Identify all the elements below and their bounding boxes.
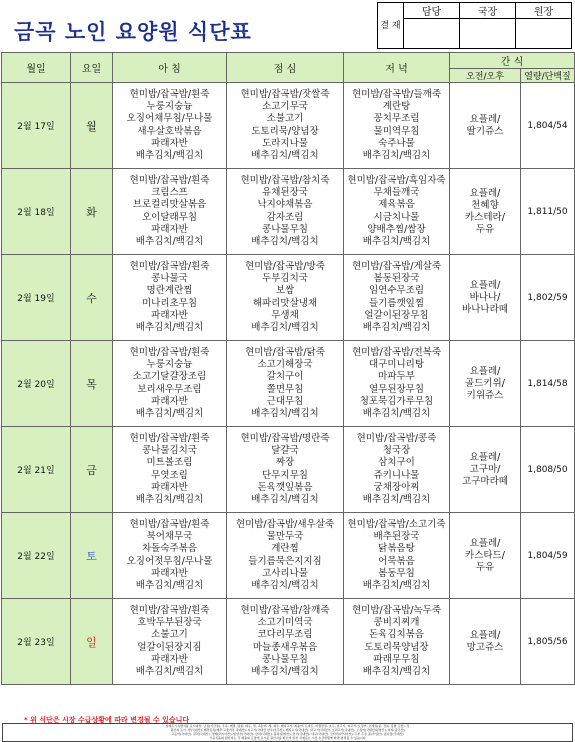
dinner-cell	[344, 599, 450, 685]
menu-item: 콩비지찌개	[373, 617, 420, 629]
menu-item: 닭볶음탕	[378, 543, 415, 555]
approval-sign-director	[460, 19, 516, 49]
lunch-cell	[227, 341, 344, 427]
menu-item: 해파리맛살냉채	[252, 297, 318, 309]
menu-item: 파래자반	[151, 653, 188, 665]
menu-item: 유채된장국	[262, 187, 308, 199]
menu-item: 돈육김치볶음	[368, 629, 425, 641]
menu-item: 얼갈이된장무침	[364, 309, 429, 321]
date-cell: 2월 22일	[2, 513, 71, 599]
menu-item: 파래자반	[151, 481, 188, 493]
menu-item: 근대무침	[266, 395, 304, 407]
snack-item: 요플레/	[469, 629, 501, 641]
snack-cell	[450, 83, 521, 169]
menu-item: 소불고기	[266, 113, 304, 125]
menu-item: 현미밥/잡곡밥/게살죽	[352, 261, 441, 273]
snack-item: 카스테라/	[465, 211, 505, 223]
menu-item: 배추김치/백김치	[362, 321, 431, 333]
date-cell: 2월 21일	[2, 427, 71, 513]
menu-item: 어묵볶음	[378, 555, 415, 567]
menu-item: 배추김치/백김치	[135, 665, 204, 677]
weekday-cell: 금	[71, 427, 113, 513]
menu-item: 미나리초무침	[141, 297, 198, 309]
menu-item: 달걀국	[271, 445, 299, 457]
menu-item: 배추김치/백김치	[135, 579, 204, 591]
allergy-line: 고등어(국내산), 갈치(국내산), 명태(러시아산), 임연수(국내산), 삼치(국내산), 꽁치(원양산), 조기(국내산), 대구(국내산), 코다리(러시아산), 두부·두유 콩(수입산), 콩나물(국내산)	[171, 732, 404, 736]
snack-item: 요플레/	[469, 365, 501, 377]
menu-item: 배추김치/백김치	[135, 321, 204, 333]
menu-item: 배추김치/백김치	[362, 149, 431, 161]
menu-item: 파래자반	[151, 309, 188, 321]
allergy-line: 원산지 표시: 쌀(국내산), 배추김치(배추·고춧가루 국내산), 쇠고기(국내산 한우/호주산), 돼지고기(국내산), 닭고기(국내산), 오리고기(국내산), 오징어(국내산/원양산), 낙지(중국산)	[170, 728, 405, 732]
weekday-cell: 목	[71, 341, 113, 427]
menu-item: 배추김치/백김치	[362, 235, 431, 247]
menu-item: 파래자반	[151, 137, 188, 149]
menu-item: 누룽지숭늉	[146, 359, 193, 371]
snack-cell	[450, 169, 521, 255]
menu-item: 현미밥/잡곡밥/새우살죽	[235, 519, 335, 531]
table-row	[2, 427, 575, 513]
table-row	[2, 599, 575, 685]
dinner-cell	[344, 513, 450, 599]
menu-item: 현미밥/잡곡밥/전복죽	[352, 347, 441, 359]
snack-cell	[450, 255, 521, 341]
weekday-cell: 일	[71, 599, 113, 685]
approval-sign-staff	[404, 19, 460, 49]
kcal-cell: 1,811/50	[521, 169, 575, 255]
menu-item: 도토리묵/양념장	[251, 125, 319, 137]
menu-item: 콩나물무침	[262, 223, 308, 235]
breakfast-cell	[113, 169, 227, 255]
date-cell: 2월 20일	[2, 341, 71, 427]
breakfast-cell	[113, 427, 227, 513]
menu-item: 마늘종새우볶음	[252, 641, 318, 653]
lunch-cell	[227, 169, 344, 255]
approval-side-label: 결 재	[378, 3, 404, 49]
snack-item: 카스타드/	[465, 549, 505, 561]
table-row	[2, 255, 575, 341]
approval-col-head: 원장	[516, 3, 572, 19]
weekday-cell: 월	[71, 83, 113, 169]
menu-item: 보쌈	[275, 285, 295, 297]
menu-item: 들기름깻잎찜	[368, 297, 425, 309]
menu-item: 배추김치/백김치	[135, 493, 204, 505]
snack-item: 딸기쥬스	[466, 125, 504, 137]
menu-item: 현미밥/잡곡밥/콩죽	[356, 433, 437, 445]
menu-item: 배추김치/백김치	[135, 149, 204, 161]
kcal-cell: 1,804/54	[521, 83, 575, 169]
menu-item: 제육볶음	[378, 199, 415, 211]
menu-item: 꽁치무조림	[373, 113, 420, 125]
menu-item: 배추김치/백김치	[251, 665, 319, 677]
breakfast-cell	[113, 255, 227, 341]
menu-item: 크림스프	[151, 187, 188, 199]
lunch-cell	[227, 83, 344, 169]
menu-item: 미트볼조림	[146, 457, 193, 469]
menu-item: 물미역무침	[373, 125, 420, 137]
menu-item: 배추김치/백김치	[251, 235, 319, 247]
menu-item: 두부김치국	[262, 273, 308, 285]
menu-item: 배추김치/백김치	[362, 579, 431, 591]
menu-item: 짜장	[275, 457, 295, 469]
menu-item: 돈육깻잎볶음	[257, 481, 313, 493]
snack-item: 요플레/	[469, 113, 501, 125]
menu-item: 쥬키니나물	[373, 469, 420, 481]
weekday-cell: 토	[71, 513, 113, 599]
menu-item: 차돌숙주볶음	[141, 543, 198, 555]
dinner-cell	[344, 341, 450, 427]
menu-item: 임연수무조림	[368, 285, 425, 297]
approval-sign-head	[516, 19, 572, 49]
menu-item: 얼갈이된장지짐	[137, 641, 202, 653]
snack-item: 두유	[475, 561, 495, 573]
dinner-cell	[344, 255, 450, 341]
menu-item: 파래자반	[151, 223, 188, 235]
kcal-cell: 1,814/58	[521, 341, 575, 427]
lunch-cell	[227, 427, 344, 513]
snack-item: 천혜향	[471, 199, 499, 211]
menu-item: 무채들깨국	[373, 187, 420, 199]
menu-item: 시금치나물	[373, 211, 420, 223]
menu-item: 누룽지숭늉	[146, 101, 193, 113]
menu-item: 열무된장무침	[368, 383, 425, 395]
date-cell: 2월 17일	[2, 83, 71, 169]
menu-item: 배추김치/백김치	[135, 235, 204, 247]
menu-item: 명란계란찜	[146, 285, 193, 297]
menu-item: 오징어채무침/무나물	[126, 113, 213, 125]
menu-item: 코다리무조림	[257, 629, 313, 641]
menu-item: 파래자반	[151, 395, 188, 407]
menu-item: 소고기무국	[262, 101, 308, 113]
menu-item: 봄동된장국	[373, 273, 420, 285]
menu-item: 현미밥/잡곡밥/녹두죽	[352, 605, 441, 617]
snack-cell	[450, 427, 521, 513]
header-kcal: 열량/단백질	[521, 69, 575, 83]
header-snack-sub: 오전/오후	[450, 69, 521, 83]
lunch-cell	[227, 513, 344, 599]
menu-item: 무생채	[271, 309, 299, 321]
menu-item: 보리새우무조림	[137, 383, 202, 395]
menu-item: 낙지야채볶음	[257, 199, 313, 211]
menu-item: 배추김치/백김치	[251, 149, 319, 161]
snack-item: 망고쥬스	[466, 641, 504, 653]
weekday-cell: 화	[71, 169, 113, 255]
snack-item: 요플레/	[469, 537, 501, 549]
menu-item: 현미밥/잡곡밥/닭죽	[245, 347, 325, 359]
kcal-cell: 1,802/59	[521, 255, 575, 341]
menu-item: 소고기해장국	[257, 359, 313, 371]
snack-item: 두유	[475, 223, 495, 235]
breakfast-cell	[113, 599, 227, 685]
snack-item: 키위쥬스	[466, 389, 504, 401]
menu-item: 무엿조림	[151, 469, 188, 481]
menu-item: 콩나물무침	[262, 653, 308, 665]
menu-item: 호박두부된장국	[137, 617, 202, 629]
menu-item: 오징어젓무침/무나물	[126, 555, 213, 567]
menu-item: 배추된장국	[373, 531, 420, 543]
menu-item: 숙주나물	[378, 137, 415, 149]
menu-item: 계란찜	[271, 543, 299, 555]
header-day: 요일	[71, 53, 113, 83]
snack-cell	[450, 341, 521, 427]
menu-item: 배추김치/백김치	[362, 493, 431, 505]
kcal-cell: 1,808/50	[521, 427, 575, 513]
menu-item: 청포묵김가루무침	[359, 395, 434, 407]
header-breakfast: 아 침	[113, 53, 227, 83]
menu-item: 배추김치/백김치	[251, 579, 319, 591]
menu-item: 청국장	[382, 445, 411, 457]
menu-item: 배추김치/백김치	[251, 493, 319, 505]
table-row	[2, 83, 575, 169]
header-lunch: 점 심	[227, 53, 344, 83]
menu-item: 도토리묵양념장	[364, 641, 429, 653]
approval-col-director: 국장	[460, 3, 516, 19]
header-dinner: 저 녁	[344, 53, 450, 83]
table-row	[2, 341, 575, 427]
snack-item: 바나나/	[469, 291, 501, 303]
menu-item: 현미밥/잡곡밥/참깨죽	[240, 605, 330, 617]
dinner-cell	[344, 169, 450, 255]
snack-cell	[450, 513, 521, 599]
snack-item: 요플레/	[469, 451, 501, 463]
menu-item: 현미밥/잡곡밥/명란죽	[240, 433, 330, 445]
menu-item: 쫄면무침	[266, 383, 304, 395]
menu-item: 소고기미역국	[257, 617, 313, 629]
dinner-cell	[344, 83, 450, 169]
menu-item: 현미밥/잡곡밥/흑임자죽	[347, 175, 446, 187]
footer-note: * 위 식단은 시장 수급상황에 따라 변경될 수 있습니다	[24, 716, 190, 724]
menu-item: 대구미니리탕	[368, 359, 425, 371]
header-snack: 간 식	[450, 53, 575, 69]
lunch-cell	[227, 255, 344, 341]
menu-item: 현미밥/잡곡밥/흰죽	[129, 261, 210, 273]
table-row	[2, 169, 575, 255]
menu-item: 파래무무침	[373, 653, 420, 665]
allergy-info-box	[2, 723, 573, 742]
menu-item: 물만두국	[266, 531, 304, 543]
menu-item: 콩나물김치국	[141, 445, 198, 457]
breakfast-cell	[113, 83, 227, 169]
menu-item: 현미밥/잡곡밥/소고기죽	[347, 519, 446, 531]
date-cell: 2월 23일	[2, 599, 71, 685]
table-row	[2, 513, 575, 599]
menu-item: 배추김치/백김치	[362, 407, 431, 419]
menu-item: 브로컬리맛살볶음	[132, 199, 207, 211]
menu-item: 현미밥/잡곡밥/흰죽	[129, 347, 210, 359]
snack-item: 요플레/	[469, 187, 501, 199]
menu-item: 들기름묵은지지짐	[248, 555, 322, 567]
menu-item: 오이달래무침	[141, 211, 198, 223]
menu-item: 현미밥/잡곡밥/흰죽	[129, 89, 210, 101]
menu-item: 봄동무침	[378, 567, 415, 579]
dinner-cell	[344, 427, 450, 513]
snack-item: 요플레/	[469, 279, 501, 291]
menu-item: 현미밥/잡곡밥/참치죽	[240, 175, 330, 187]
approval-box	[377, 2, 572, 49]
breakfast-cell	[113, 513, 227, 599]
lunch-cell	[227, 599, 344, 685]
date-cell: 2월 19일	[2, 255, 71, 341]
menu-item: 소불고기	[151, 629, 188, 641]
menu-item: 현미밥/잡곡밥/흰죽	[129, 175, 210, 187]
menu-item: 갈치구이	[266, 371, 304, 383]
menu-item: 북어채무국	[146, 531, 193, 543]
menu-item: 마파두부	[378, 371, 415, 383]
menu-item: 배추김치/백김치	[135, 407, 204, 419]
menu-item: 단무지무침	[262, 469, 308, 481]
menu-item: 고사리나물	[262, 567, 308, 579]
date-cell: 2월 18일	[2, 169, 71, 255]
menu-item: 현미밥/잡곡밥/들깨죽	[352, 89, 441, 101]
menu-item: 도라지나물	[262, 137, 308, 149]
weekday-cell: 수	[71, 255, 113, 341]
menu-item: 배추김치/백김치	[362, 665, 431, 677]
menu-item: 현미밥/잡곡밥/방죽	[245, 261, 325, 273]
menu-item: 삼치구이	[378, 457, 415, 469]
menu-item: 새우살호박볶음	[137, 125, 202, 137]
allergy-line: 가공식품의 원산지는 각 제품의 포장에 표시된 원산지를 따르며 일부 식재료는 시장 수급상황에 따라 변경될 수 있습니다	[209, 736, 366, 740]
menu-item: 계란탕	[382, 101, 411, 113]
menu-item: 현미밥/잡곡밥/흰죽	[129, 605, 210, 617]
menu-item: 양배추찜/쌈장	[367, 223, 426, 235]
snack-cell	[450, 599, 521, 685]
menu-item: 현미밥/잡곡밥/흰죽	[129, 433, 210, 445]
menu-item: 콩나물국	[151, 273, 188, 285]
kcal-cell: 1,804/59	[521, 513, 575, 599]
menu-body	[2, 83, 575, 685]
menu-item: 궁채장아찌	[373, 481, 420, 493]
menu-item: 현미밥/잡곡밥/흰죽	[129, 519, 210, 531]
allergy-line: 식단 관련 문의는 영양사에게 문의하여 주시기 바랍니다	[251, 740, 324, 742]
menu-item: 현미밥/잡곡밥/잣쌀죽	[240, 89, 330, 101]
breakfast-cell	[113, 341, 227, 427]
menu-table	[1, 52, 575, 685]
header-date: 월일	[2, 53, 71, 83]
approval-col-staff: 담당	[404, 3, 460, 19]
allergy-line: 알레르기유발식품 표시대상: 난류(가금류), 우유, 메밀, 땅콩, 대두, 밀, 고등어, 게, 새우, 돼지고기, 복숭아, 토마토, 아황산류, 호두, 닭고기, 쇠고기, 오징어, 조개류(굴, 전복, 홍합 포함), 잣	[165, 724, 410, 728]
snack-item: 골드키위/	[465, 377, 505, 389]
kcal-cell: 1,805/56	[521, 599, 575, 685]
menu-item: 감자조림	[266, 211, 304, 223]
snack-item: 바나나라떼	[462, 303, 508, 315]
menu-item: 배추김치/백김치	[251, 321, 319, 333]
snack-item: 고구마라떼	[462, 475, 508, 487]
page-title: 금곡 노인 요양원 식단표	[14, 20, 252, 44]
snack-item: 고구마/	[469, 463, 501, 475]
menu-item: 소고기달걀장조림	[132, 371, 207, 383]
menu-item: 배추김치/백김치	[251, 407, 319, 419]
menu-item: 파래자반	[151, 567, 188, 579]
